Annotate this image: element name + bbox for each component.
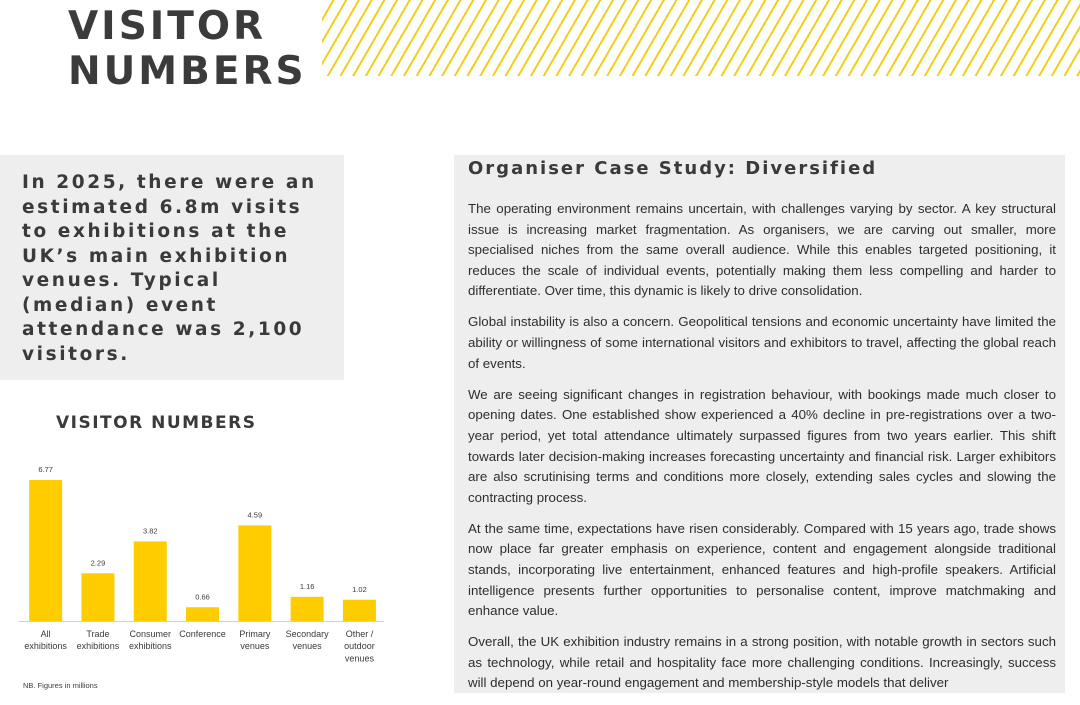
bar (29, 480, 62, 621)
category-label: Trade exhibitions (76, 629, 120, 652)
highlight-panel (0, 155, 344, 380)
chart-note: NB. Figures in millions (23, 681, 98, 690)
category-label: All exhibitions (24, 629, 67, 652)
case-study-body (468, 199, 1056, 705)
bar-value-label: 3.82 (142, 526, 158, 536)
category-label: Secondary venues (285, 629, 329, 652)
category-label: Conference (179, 629, 226, 639)
page-title-line-1: VISITOR (68, 4, 267, 49)
page-title (68, 4, 307, 94)
case-study-paragraph-1: The operating environment remains uncertain, with challenges varying by sector. A key structural issue is increasing market fragmentation. As organisers, we are carving out smaller, more specialised niches from the same overall audience. While this enables targeted positioning, it reduces the scale of individual events, potentially making them less compelling and harder to differentiate. Over time, this dynamic is likely to drive consolidation. (468, 201, 1056, 299)
case-study-paragraph-5: Overall, the UK exhibition industry remains in a strong position, with notable growth in sectors such as technology, while retail and hospitality face more challenging conditions. Increasingly, success will depend on year-round engagement and membership-style models that deliver (468, 634, 1056, 691)
bar-value-label: 0.66 (195, 592, 210, 602)
visitor-numbers-chart (0, 450, 400, 693)
case-study-paragraph-4: At the same time, expectations have risen considerably. Compared with 15 years ago, trade shows now place far greater emphasis on experience, content and engagement alongside traditional stands, incorporating live entertainment, enhanced features and high-profile speakers. Artificial intelligence presents further opportunities to personalise content, improve matchmaking and enhance value. (468, 520, 1056, 619)
bar-value-label: 2.29 (90, 558, 106, 568)
bar-value-label: 1.02 (352, 584, 367, 594)
category-label: Primary venues (239, 629, 271, 652)
bar-value-label: 4.59 (247, 510, 263, 520)
category-label: Consumer exhibitions (128, 629, 172, 652)
category-label: Other / outdoor venues (344, 629, 375, 664)
bar-value-label: 1.16 (299, 581, 315, 591)
case-study-paragraph-2: Global instability is also a concern. Geopolitical tensions and economic uncertainty have limited the ability or willingness of some international visitors and exhibitors to travel, affecting the global reach of events. (468, 314, 1056, 371)
bar (134, 541, 167, 621)
bar-value-label: 6.77 (38, 464, 53, 474)
chart-title: VISITOR NUMBERS (56, 413, 257, 433)
bar (343, 600, 376, 621)
bar (81, 573, 114, 621)
page-title-line-2: NUMBERS (68, 49, 307, 94)
decorative-stripes (322, 0, 1080, 76)
case-study-paragraph-3: We are seeing significant changes in registration behaviour, with bookings made much closer to opening dates. One established show experienced a 40% decline in pre-registrations over a two-year period, yet total attendance ultimately surpassed figures from two years earlier. This shift towards later decision-making increases forecasting uncertainty and financial risk. Larger exhibitors are also scrutinising terms and conditions more closely, extending sales cycles and slowing the contracting process. (468, 386, 1056, 505)
bar (238, 525, 271, 621)
bar (291, 597, 324, 621)
bar (186, 607, 219, 621)
case-study-title: Organiser Case Study: Diversified (468, 158, 878, 179)
highlight-text: In 2025, there were an estimated 6.8m visits to exhibitions at the UK’s main exhibition venues. Typical (median) event attendance was 2,100 visitors. (22, 172, 317, 365)
